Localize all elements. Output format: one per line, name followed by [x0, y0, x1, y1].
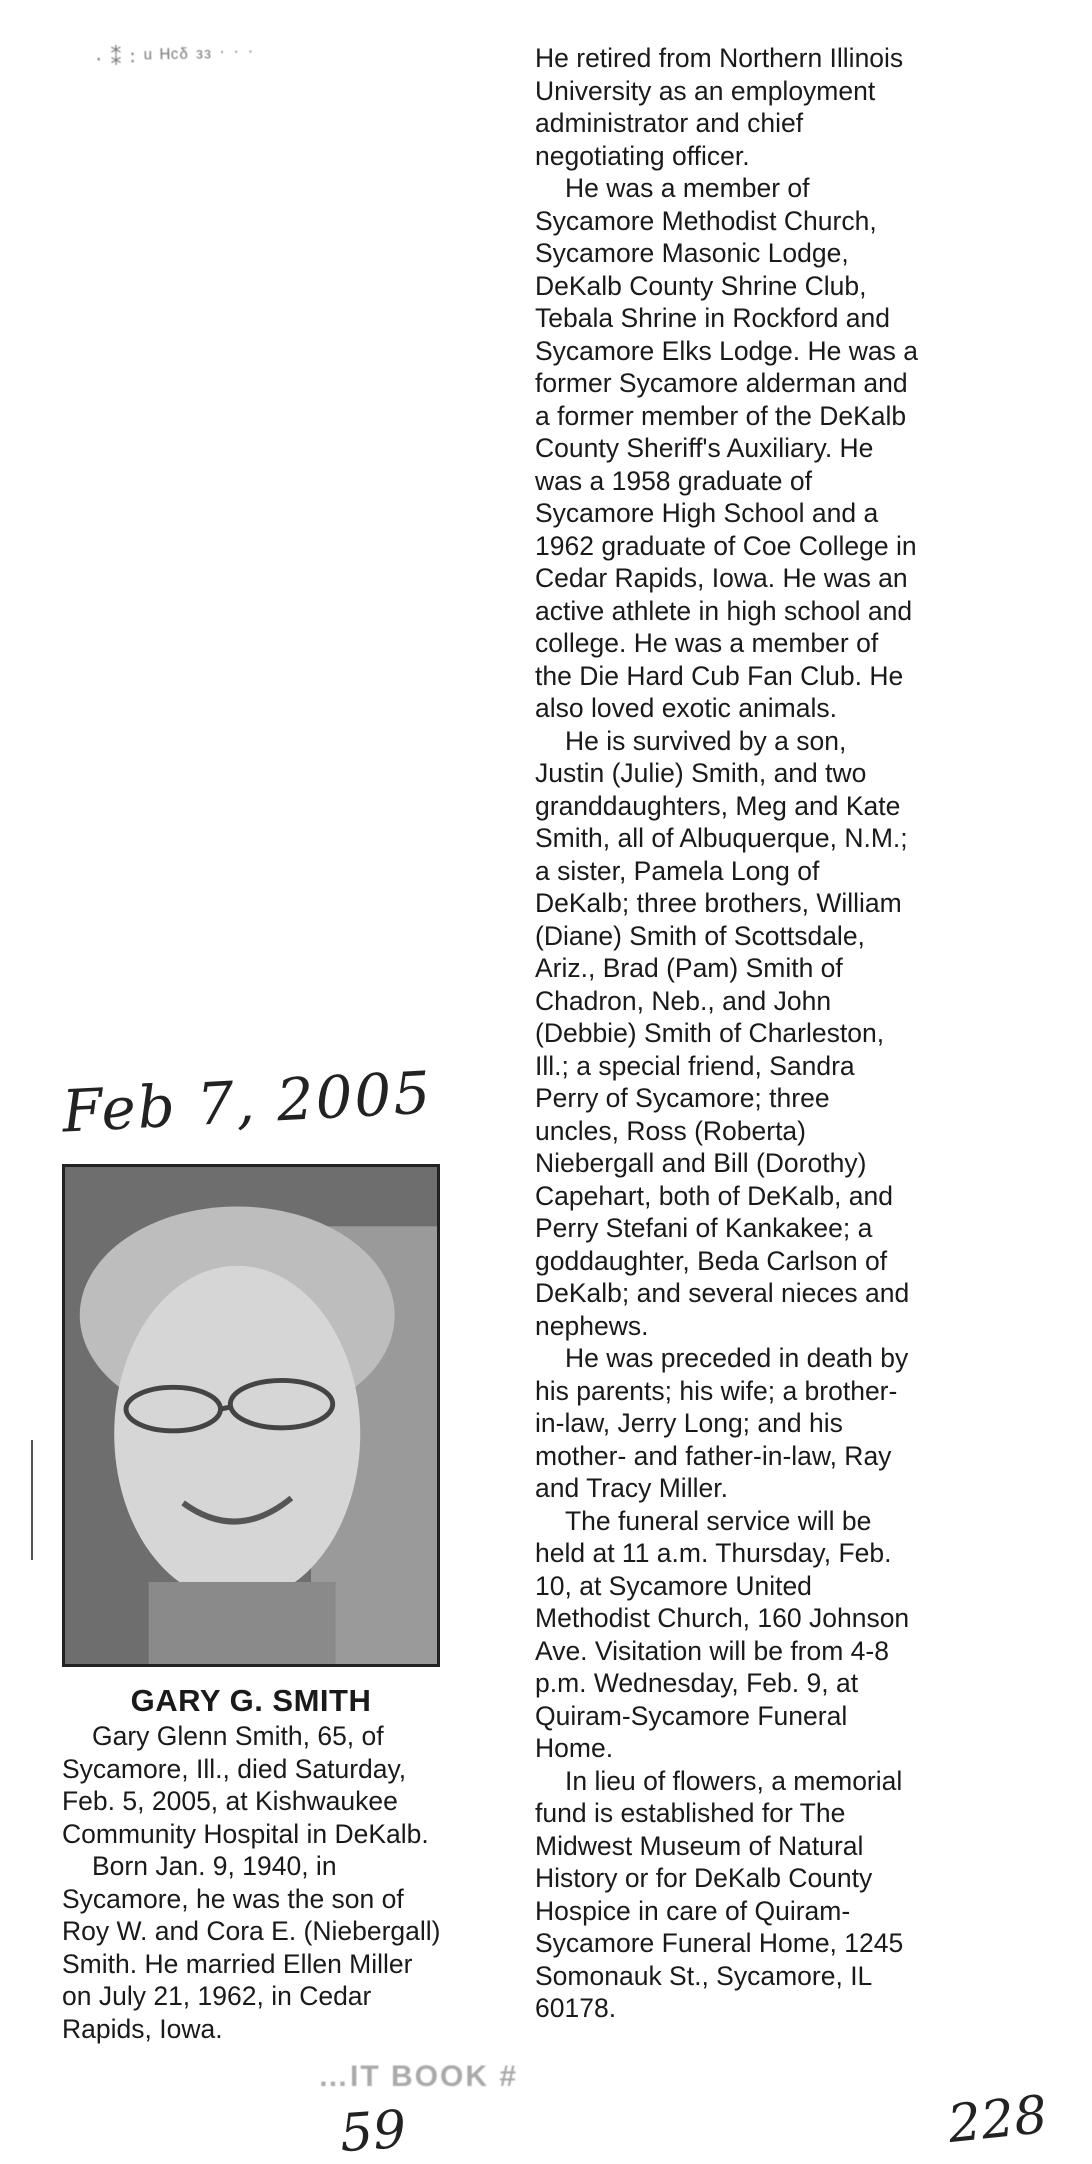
handwritten-date: Feb 7, 2005 — [60, 1058, 434, 1146]
paragraph: He was preceded in death by his parents; his wife; a brother-in-law, Jerry Long; and his mother- and father-in-law, Ray and Tracy Miller. — [535, 1343, 909, 1503]
handwritten-page-number-right: 228 — [945, 2084, 1051, 2156]
obituary-headline: GARY G. SMITH — [130, 1683, 372, 1718]
paragraph: The funeral service will be held at 11 a.m. Thursday, Feb. 10, at Sycamore United Methodist Church, 160 Johnson Ave. Visitation will be from 4-8 p.m. Wednesday, Feb. 9, at Quiram-Sycamore Funeral Home. — [535, 1505, 910, 1763]
obituary-right-column — [535, 42, 920, 2025]
paragraph: Gary Glenn Smith, 65, of Sycamore, Ill., died Saturday, Feb. 5, 2005, at Kishwaukee Community Hospital in DeKalb. — [62, 1721, 429, 1849]
paragraph: Born Jan. 9, 1940, in Sycamore, he was the son of Roy W. and Cora E. (Niebergall) Smith. He married Ellen Miller on July 21, 1962, in Cedar Rapids, Iowa. — [62, 1851, 441, 2044]
portrait-image — [65, 1167, 437, 1664]
paragraph: He was a member of Sycamore Methodist Church, Sycamore Masonic Lodge, DeKalb County Shrine Club, Tebala Shrine in Rockford and Sycamore Elks Lodge. He was a former Sycamore alderman and a former member of the DeKalb County Sheriff's Auxiliary. He was a 1958 graduate of Sycamore High School and a 1962 graduate of Coe College in Cedar Rapids, Iowa. He was an active athlete in high school and college. He was a member of the Die Hard Cub Fan Club. He also loved exotic animals. — [535, 173, 918, 723]
margin-mark — [31, 1440, 33, 1560]
paragraph: In lieu of flowers, a memorial fund is established for The Midwest Museum of Natural History or for DeKalb County Hospice in care of Quiram-Sycamore Funeral Home, 1245 Somonauk St., Sycamore, IL 60178. — [535, 1765, 904, 2023]
paragraph: He is survived by a son, Justin (Julie) Smith, and two granddaughters, Meg and Kate Smith, all of Albuquerque, N.M.; a sister, Pamela Long of DeKalb; three brothers, William (Diane) Smith of Scottsdale, Ariz., Brad (Pam) Smith of Chadron, Neb., and John (Debbie) Smith of Charleston, Ill.; a special friend, Sandra Perry of Sycamore; three uncles, Ross (Roberta) Niebergall and Bill (Dorothy) Capehart, both of DeKalb, and Perry Stefani of Kankakee; a goddaughter, Beda Carlson of DeKalb; and several nieces and nephews. — [535, 725, 910, 1341]
obituary-left-column — [62, 1720, 447, 2045]
handwritten-page-number-left: 59 — [337, 2099, 409, 2164]
paragraph: He retired from Northern Illinois University as an employment administrator and chief negotiating officer. — [535, 43, 904, 171]
book-stamp: …IT BOOK # — [318, 2060, 519, 2093]
header-smudge: · ⁑ ꞉ ᵘ ᴴᶜᵟ ᵌᵌ ˑ ˑ ˑ — [94, 42, 255, 71]
portrait-photo — [62, 1164, 440, 1667]
